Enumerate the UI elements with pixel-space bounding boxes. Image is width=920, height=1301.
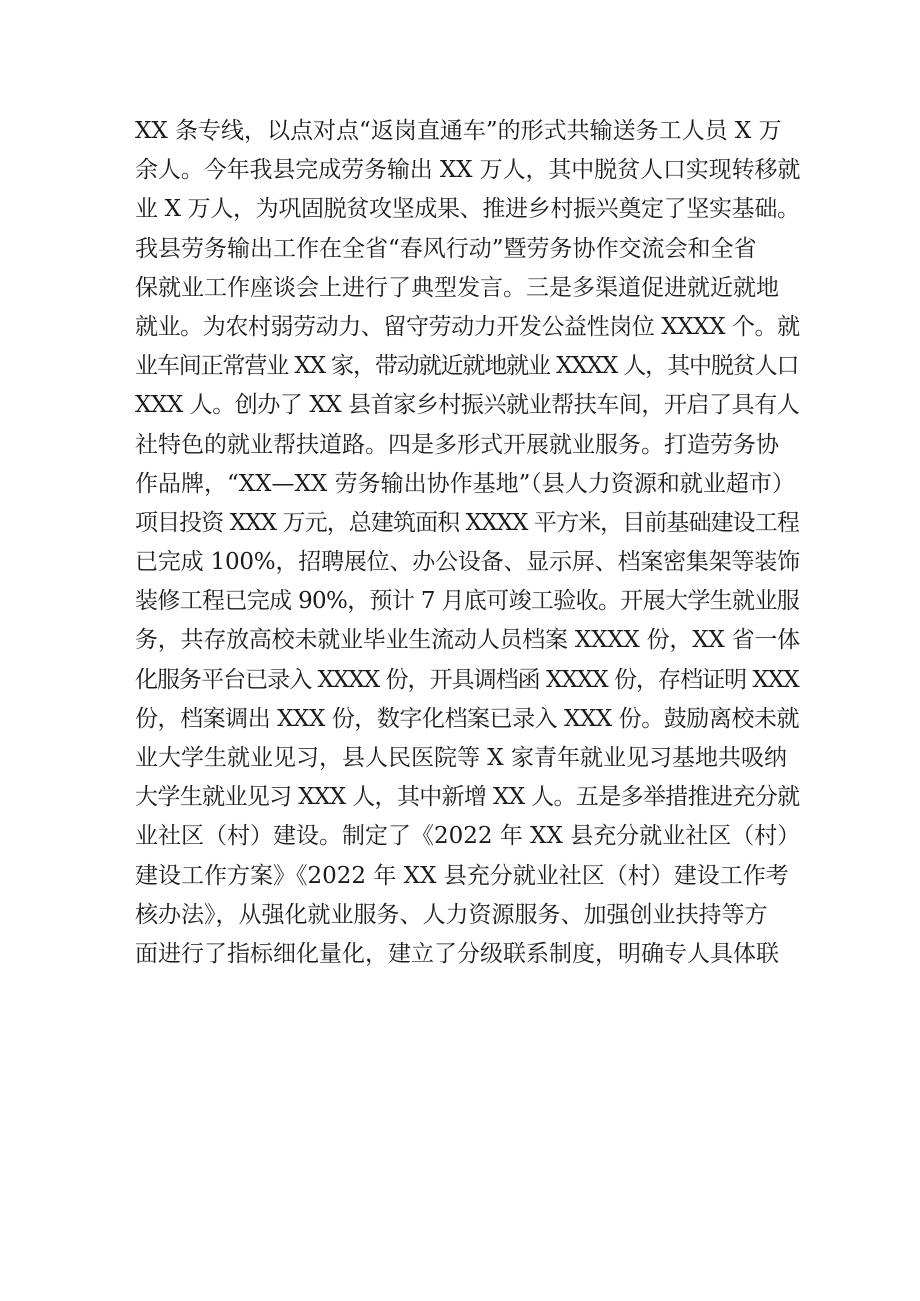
text-line: 建设工作方案》《2022 年 XX 县充分就业社区（村）建设工作考 bbox=[135, 862, 789, 889]
text-line: 份，档案调出 XXX 份，数字化档案已录入 XXX 份。鼓励离校未就 bbox=[135, 705, 800, 732]
text-line: XXX 人。创办了 XX 县首家乡村振兴就业帮扶车间，开启了具有人 bbox=[135, 392, 800, 419]
text-line: 面进行了指标细化量化，建立了分级联系制度，明确专人具体联 bbox=[135, 940, 779, 967]
text-line: 余人。今年我县完成劳务输出 XX 万人，其中脱贫人口实现转移就 bbox=[135, 157, 801, 184]
text-line: 业大学生就业见习，县人民医院等 X 家青年就业见习基地共吸纳 bbox=[135, 745, 787, 771]
text-line: 务，共存放高校未就业毕业生流动人员档案 XXXX 份，XX 省一体 bbox=[135, 627, 800, 654]
text-line: 项目投资 XXX 万元，总建筑面积 XXXX 平方米，目前基础建设工程 bbox=[135, 509, 799, 536]
body-text bbox=[135, 112, 800, 974]
text-line: 业社区（村）建设。制定了《2022 年 XX 县充分就业社区（村） bbox=[135, 823, 801, 850]
text-line: 大学生就业见习 XXX 人，其中新增 XX 人。五是多举措推进充分就 bbox=[135, 784, 800, 811]
text-line: 作品牌，“XX—XX 劳务输出协作基地”（县人力资源和就业超市） bbox=[135, 470, 795, 497]
text-line: 装修工程已完成 90%，预计 7 月底可竣工验收。开展大学生就业服 bbox=[135, 588, 800, 615]
text-line: 业 X 万人，为巩固脱贫攻坚成果、推进乡村振兴奠定了坚实基础。 bbox=[135, 196, 800, 223]
text-line: 业车间正常营业 XX 家，带动就近就地就业 XXXX 人，其中脱贫人口 bbox=[135, 353, 799, 380]
text-line: 核办法》，从强化就业服务、人力资源服务、加强创业扶持等方 bbox=[135, 901, 768, 928]
text-line: 就业。为农村弱劳动力、留守劳动力开发公益性岗位 XXXX 个。就 bbox=[135, 313, 800, 340]
text-line: XX 条专线，以点对点“返岗直通车”的形式共输送务工人员 X 万 bbox=[135, 118, 782, 144]
text-line: 化服务平台已录入 XXXX 份，开具调档函 XXXX 份，存档证明 XXX bbox=[135, 666, 799, 693]
text-line: 社特色的就业帮扶道路。四是多形式开展就业服务。打造劳务协 bbox=[135, 431, 779, 458]
text-line: 保就业工作座谈会上进行了典型发言。三是多渠道促进就近就地 bbox=[135, 274, 779, 301]
text-line: 已完成 100%，招聘展位、办公设备、显示屏、档案密集架等装饰 bbox=[135, 549, 800, 576]
text-line: 我县劳务输出工作在全省“春风行动”暨劳务协作交流会和全省 bbox=[135, 235, 757, 262]
